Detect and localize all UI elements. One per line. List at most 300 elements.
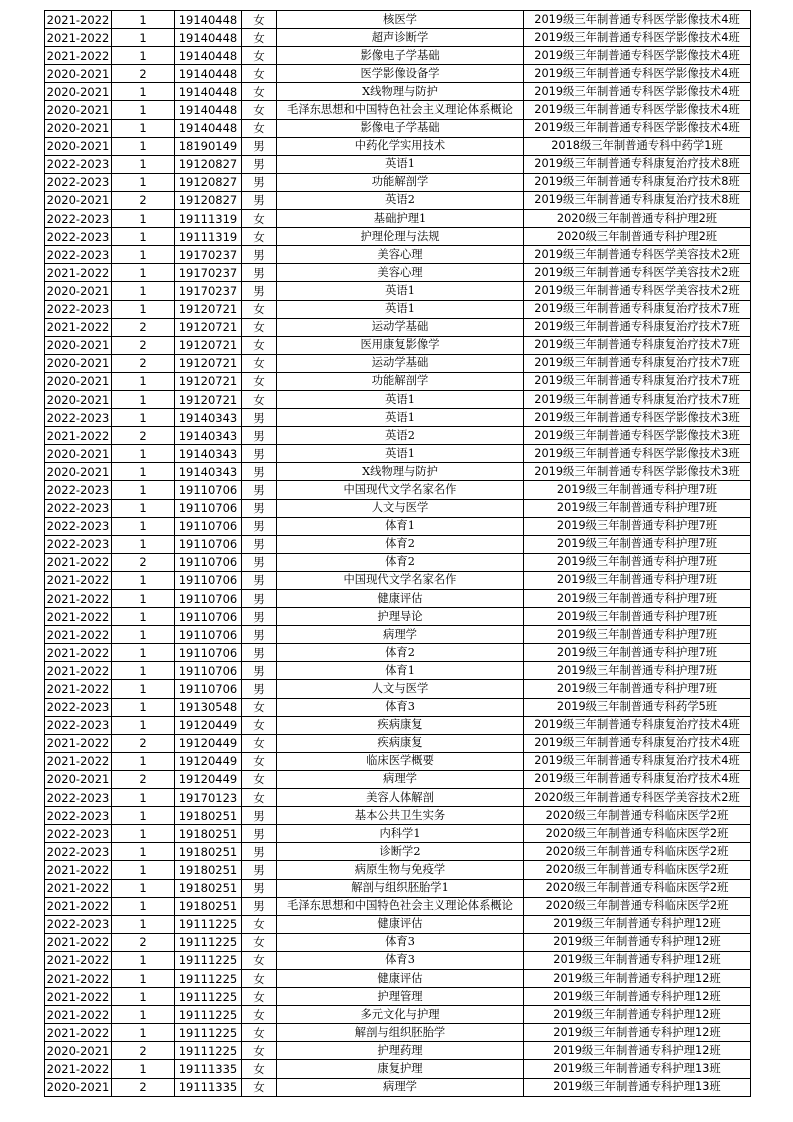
table-row [45,969,751,987]
class-name-cell: 2019级三年制普通专科康复治疗技术7班 [524,318,751,336]
sex-cell: 女 [242,47,277,65]
sex-cell: 女 [242,951,277,969]
sex-cell: 男 [242,191,277,209]
class-name-cell: 2019级三年制普通专科医学影像技术3班 [524,445,751,463]
semester-cell: 1 [112,879,175,897]
course-name-cell: X线物理与防护 [277,463,524,481]
semester-cell: 2 [112,1042,175,1060]
academic-year-cell: 2020-2021 [45,463,112,481]
sex-cell: 男 [242,137,277,155]
student-id-cell: 19111225 [175,951,242,969]
academic-year-cell: 2020-2021 [45,65,112,83]
sex-cell: 男 [242,517,277,535]
class-name-cell: 2019级三年制普通专科康复治疗技术8班 [524,173,751,191]
semester-cell: 1 [112,29,175,47]
academic-year-cell: 2022-2023 [45,807,112,825]
student-id-cell: 19111225 [175,933,242,951]
table-row [45,282,751,300]
semester-cell: 1 [112,47,175,65]
course-name-cell: 基础护理1 [277,210,524,228]
semester-cell: 1 [112,680,175,698]
course-name-cell: 影像电子学基础 [277,119,524,137]
student-id-cell: 19110706 [175,553,242,571]
student-id-cell: 19110706 [175,481,242,499]
academic-year-cell: 2021-2022 [45,933,112,951]
student-id-cell: 19140448 [175,83,242,101]
sex-cell: 男 [242,445,277,463]
semester-cell: 1 [112,481,175,499]
table-row [45,155,751,173]
class-name-cell: 2019级三年制普通专科护理7班 [524,517,751,535]
student-id-cell: 19111225 [175,915,242,933]
table-row [45,11,751,29]
academic-year-cell: 2021-2022 [45,662,112,680]
semester-cell: 1 [112,137,175,155]
student-id-cell: 19170237 [175,282,242,300]
table-row [45,770,751,788]
table-row [45,499,751,517]
semester-cell: 2 [112,318,175,336]
student-id-cell: 19120827 [175,173,242,191]
sex-cell: 男 [242,662,277,680]
semester-cell: 1 [112,861,175,879]
semester-cell: 1 [112,101,175,119]
academic-year-cell: 2021-2022 [45,264,112,282]
sex-cell: 女 [242,354,277,372]
course-name-cell: 体育1 [277,517,524,535]
class-name-cell: 2019级三年制普通专科护理7班 [524,499,751,517]
class-name-cell: 2020级三年制普通专科临床医学2班 [524,843,751,861]
course-name-cell: 英语1 [277,390,524,408]
sex-cell: 男 [242,553,277,571]
academic-year-cell: 2020-2021 [45,445,112,463]
table-row [45,354,751,372]
table-row [45,137,751,155]
student-id-cell: 19120449 [175,752,242,770]
semester-cell: 1 [112,644,175,662]
class-name-cell: 2020级三年制普通专科临床医学2班 [524,897,751,915]
student-id-cell: 19110706 [175,571,242,589]
student-id-cell: 19110706 [175,517,242,535]
class-name-cell: 2019级三年制普通专科康复治疗技术8班 [524,191,751,209]
course-name-cell: 医用康复影像学 [277,336,524,354]
academic-year-cell: 2021-2022 [45,752,112,770]
class-name-cell: 2020级三年制普通专科临床医学2班 [524,825,751,843]
table-row [45,734,751,752]
sex-cell: 男 [242,409,277,427]
sex-cell: 男 [242,264,277,282]
student-id-cell: 19140343 [175,427,242,445]
semester-cell: 1 [112,716,175,734]
academic-year-cell: 2020-2021 [45,1078,112,1096]
sex-cell: 女 [242,228,277,246]
academic-year-cell: 2022-2023 [45,481,112,499]
student-id-cell: 19111225 [175,1006,242,1024]
student-id-cell: 19140343 [175,445,242,463]
sex-cell: 男 [242,825,277,843]
table-row [45,897,751,915]
semester-cell: 1 [112,11,175,29]
academic-year-cell: 2021-2022 [45,571,112,589]
academic-year-cell: 2022-2023 [45,517,112,535]
course-name-cell: 解剖与组织胚胎学1 [277,879,524,897]
student-id-cell: 19180251 [175,861,242,879]
academic-year-cell: 2021-2022 [45,11,112,29]
semester-cell: 1 [112,372,175,390]
class-name-cell: 2019级三年制普通专科护理12班 [524,969,751,987]
class-name-cell: 2020级三年制普通专科护理2班 [524,210,751,228]
academic-year-cell: 2021-2022 [45,29,112,47]
class-name-cell: 2019级三年制普通专科医学美容技术2班 [524,264,751,282]
student-id-cell: 19111225 [175,988,242,1006]
course-name-cell: 健康评估 [277,969,524,987]
course-name-cell: 体育3 [277,933,524,951]
course-name-cell: 英语2 [277,427,524,445]
sex-cell: 女 [242,988,277,1006]
table-row [45,1060,751,1078]
table-row [45,1006,751,1024]
sex-cell: 男 [242,246,277,264]
course-name-cell: 疾病康复 [277,734,524,752]
table-row [45,716,751,734]
semester-cell: 1 [112,843,175,861]
course-name-cell: 疾病康复 [277,716,524,734]
student-id-cell: 19110706 [175,680,242,698]
class-name-cell: 2019级三年制普通专科医学美容技术2班 [524,282,751,300]
student-id-cell: 19120721 [175,336,242,354]
semester-cell: 1 [112,119,175,137]
table-row [45,789,751,807]
table-row [45,626,751,644]
sex-cell: 女 [242,752,277,770]
academic-year-cell: 2022-2023 [45,825,112,843]
sex-cell: 女 [242,83,277,101]
course-name-cell: 体育3 [277,951,524,969]
table-row [45,47,751,65]
academic-year-cell: 2021-2022 [45,427,112,445]
course-name-cell: 美容人体解剖 [277,789,524,807]
class-name-cell: 2020级三年制普通专科护理2班 [524,228,751,246]
sex-cell: 女 [242,698,277,716]
academic-year-cell: 2020-2021 [45,83,112,101]
course-name-cell: 影像电子学基础 [277,47,524,65]
table-row [45,481,751,499]
sex-cell: 女 [242,390,277,408]
course-name-cell: 体育2 [277,535,524,553]
course-name-cell: 医学影像设备学 [277,65,524,83]
student-id-cell: 19120449 [175,716,242,734]
student-id-cell: 19180251 [175,843,242,861]
student-id-cell: 19140448 [175,119,242,137]
semester-cell: 1 [112,445,175,463]
academic-year-cell: 2022-2023 [45,300,112,318]
semester-cell: 2 [112,65,175,83]
semester-cell: 1 [112,390,175,408]
academic-year-cell: 2021-2022 [45,1006,112,1024]
table-row [45,318,751,336]
class-name-cell: 2019级三年制普通专科护理12班 [524,1006,751,1024]
student-id-cell: 19111335 [175,1060,242,1078]
semester-cell: 1 [112,300,175,318]
student-id-cell: 19120827 [175,191,242,209]
sex-cell: 女 [242,210,277,228]
course-name-cell: 中国现代文学名家名作 [277,571,524,589]
academic-year-cell: 2020-2021 [45,336,112,354]
student-id-cell: 19111319 [175,210,242,228]
student-id-cell: 19120449 [175,770,242,788]
class-name-cell: 2019级三年制普通专科护理7班 [524,680,751,698]
semester-cell: 1 [112,590,175,608]
class-name-cell: 2019级三年制普通专科护理7班 [524,481,751,499]
academic-year-cell: 2022-2023 [45,499,112,517]
table-row [45,988,751,1006]
academic-year-cell: 2021-2022 [45,553,112,571]
table-row [45,390,751,408]
class-name-cell: 2019级三年制普通专科医学影像技术3班 [524,409,751,427]
course-name-cell: 解剖与组织胚胎学 [277,1024,524,1042]
sex-cell: 女 [242,1078,277,1096]
student-id-cell: 19140448 [175,65,242,83]
course-name-cell: 诊断学2 [277,843,524,861]
sex-cell: 女 [242,915,277,933]
course-name-cell: 体育1 [277,662,524,680]
academic-year-cell: 2021-2022 [45,879,112,897]
sex-cell: 男 [242,608,277,626]
semester-cell: 2 [112,336,175,354]
class-name-cell: 2020级三年制普通专科临床医学2班 [524,807,751,825]
course-name-cell: 临床医学概要 [277,752,524,770]
student-id-cell: 19110706 [175,499,242,517]
class-name-cell: 2019级三年制普通专科康复治疗技术4班 [524,734,751,752]
course-name-cell: 护理药理 [277,1042,524,1060]
sex-cell: 女 [242,119,277,137]
class-name-cell: 2019级三年制普通专科护理7班 [524,590,751,608]
student-id-cell: 19111225 [175,969,242,987]
semester-cell: 1 [112,155,175,173]
academic-year-cell: 2021-2022 [45,47,112,65]
semester-cell: 1 [112,264,175,282]
student-id-cell: 19180251 [175,879,242,897]
class-name-cell: 2019级三年制普通专科护理12班 [524,1024,751,1042]
student-id-cell: 19120721 [175,318,242,336]
academic-year-cell: 2021-2022 [45,590,112,608]
sex-cell: 女 [242,1024,277,1042]
course-name-cell: 美容心理 [277,246,524,264]
student-id-cell: 19140343 [175,463,242,481]
class-name-cell: 2019级三年制普通专科医学影像技术4班 [524,101,751,119]
class-name-cell: 2019级三年制普通专科医学影像技术3班 [524,463,751,481]
course-name-cell: 健康评估 [277,915,524,933]
table-row [45,644,751,662]
table-row [45,427,751,445]
academic-year-cell: 2021-2022 [45,644,112,662]
semester-cell: 2 [112,354,175,372]
course-name-cell: 多元文化与护理 [277,1006,524,1024]
student-id-cell: 19111319 [175,228,242,246]
student-id-cell: 19110706 [175,608,242,626]
academic-year-cell: 2022-2023 [45,716,112,734]
class-name-cell: 2019级三年制普通专科护理7班 [524,553,751,571]
table-row [45,535,751,553]
semester-cell: 2 [112,734,175,752]
academic-year-cell: 2020-2021 [45,282,112,300]
class-name-cell: 2020级三年制普通专科临床医学2班 [524,861,751,879]
class-name-cell: 2019级三年制普通专科康复治疗技术7班 [524,300,751,318]
academic-year-cell: 2020-2021 [45,1042,112,1060]
class-name-cell: 2019级三年制普通专科康复治疗技术7班 [524,336,751,354]
sex-cell: 男 [242,173,277,191]
semester-cell: 1 [112,517,175,535]
table-row [45,336,751,354]
class-name-cell: 2020级三年制普通专科临床医学2班 [524,879,751,897]
sex-cell: 女 [242,933,277,951]
semester-cell: 1 [112,662,175,680]
semester-cell: 2 [112,553,175,571]
sex-cell: 男 [242,571,277,589]
student-id-cell: 19110706 [175,590,242,608]
class-name-cell: 2019级三年制普通专科医学影像技术4班 [524,29,751,47]
semester-cell: 2 [112,1078,175,1096]
academic-year-cell: 2021-2022 [45,680,112,698]
sex-cell: 男 [242,680,277,698]
academic-year-cell: 2022-2023 [45,409,112,427]
academic-year-cell: 2021-2022 [45,734,112,752]
course-name-cell: 核医学 [277,11,524,29]
table-row [45,517,751,535]
class-name-cell: 2019级三年制普通专科医学美容技术2班 [524,246,751,264]
academic-year-cell: 2021-2022 [45,969,112,987]
table-row [45,83,751,101]
class-name-cell: 2019级三年制普通专科护理12班 [524,915,751,933]
table-row [45,173,751,191]
semester-cell: 1 [112,463,175,481]
table-row [45,843,751,861]
sex-cell: 女 [242,372,277,390]
academic-year-cell: 2022-2023 [45,915,112,933]
student-id-cell: 19111225 [175,1024,242,1042]
sex-cell: 女 [242,1060,277,1078]
table-row [45,879,751,897]
sex-cell: 男 [242,590,277,608]
sex-cell: 男 [242,427,277,445]
course-name-cell: X线物理与防护 [277,83,524,101]
course-name-cell: 功能解剖学 [277,372,524,390]
course-name-cell: 护理管理 [277,988,524,1006]
table-row [45,101,751,119]
table-row [45,228,751,246]
student-id-cell: 19140448 [175,11,242,29]
academic-year-cell: 2020-2021 [45,119,112,137]
sex-cell: 女 [242,734,277,752]
course-name-cell: 运动学基础 [277,318,524,336]
class-name-cell: 2019级三年制普通专科护理13班 [524,1060,751,1078]
academic-year-cell: 2020-2021 [45,191,112,209]
table-row [45,264,751,282]
student-id-cell: 19120721 [175,354,242,372]
semester-cell: 1 [112,988,175,1006]
academic-year-cell: 2022-2023 [45,789,112,807]
class-name-cell: 2019级三年制普通专科护理12班 [524,988,751,1006]
student-id-cell: 19130548 [175,698,242,716]
course-name-cell: 人文与医学 [277,680,524,698]
course-name-cell: 英语1 [277,409,524,427]
class-name-cell: 2019级三年制普通专科医学影像技术4班 [524,119,751,137]
student-id-cell: 19170237 [175,246,242,264]
academic-year-cell: 2021-2022 [45,951,112,969]
academic-year-cell: 2022-2023 [45,210,112,228]
table-row [45,825,751,843]
student-id-cell: 19120721 [175,372,242,390]
course-name-cell: 功能解剖学 [277,173,524,191]
class-name-cell: 2019级三年制普通专科康复治疗技术7班 [524,390,751,408]
class-name-cell: 2019级三年制普通专科康复治疗技术4班 [524,716,751,734]
class-name-cell: 2019级三年制普通专科护理7班 [524,644,751,662]
class-name-cell: 2019级三年制普通专科护理12班 [524,951,751,969]
student-id-cell: 19110706 [175,535,242,553]
sex-cell: 男 [242,626,277,644]
class-name-cell: 2019级三年制普通专科康复治疗技术7班 [524,354,751,372]
sex-cell: 男 [242,879,277,897]
academic-year-cell: 2022-2023 [45,698,112,716]
sex-cell: 女 [242,101,277,119]
records-table [44,10,751,1097]
semester-cell: 1 [112,752,175,770]
course-name-cell: 人文与医学 [277,499,524,517]
student-id-cell: 19110706 [175,644,242,662]
course-name-cell: 内科学1 [277,825,524,843]
semester-cell: 1 [112,1006,175,1024]
table-row [45,608,751,626]
academic-year-cell: 2020-2021 [45,770,112,788]
course-name-cell: 英语1 [277,155,524,173]
course-name-cell: 毛泽东思想和中国特色社会主义理论体系概论 [277,897,524,915]
course-name-cell: 病原生物与免疫学 [277,861,524,879]
course-name-cell: 病理学 [277,1078,524,1096]
academic-year-cell: 2021-2022 [45,861,112,879]
course-name-cell: 护理导论 [277,608,524,626]
student-id-cell: 19180251 [175,897,242,915]
class-name-cell: 2019级三年制普通专科康复治疗技术8班 [524,155,751,173]
course-name-cell: 英语1 [277,445,524,463]
semester-cell: 1 [112,807,175,825]
records-body [45,11,751,1097]
academic-year-cell: 2022-2023 [45,843,112,861]
semester-cell: 1 [112,83,175,101]
table-row [45,951,751,969]
sex-cell: 女 [242,716,277,734]
sex-cell: 女 [242,1006,277,1024]
table-row [45,1078,751,1096]
semester-cell: 1 [112,499,175,517]
course-name-cell: 运动学基础 [277,354,524,372]
table-row [45,65,751,83]
class-name-cell: 2019级三年制普通专科护理12班 [524,933,751,951]
class-name-cell: 2019级三年制普通专科护理7班 [524,571,751,589]
table-row [45,662,751,680]
semester-cell: 1 [112,1060,175,1078]
semester-cell: 1 [112,228,175,246]
table-row [45,590,751,608]
semester-cell: 1 [112,571,175,589]
academic-year-cell: 2020-2021 [45,354,112,372]
table-row [45,698,751,716]
table-row [45,119,751,137]
course-name-cell: 美容心理 [277,264,524,282]
table-row [45,1024,751,1042]
sex-cell: 男 [242,535,277,553]
student-id-cell: 19120827 [175,155,242,173]
sex-cell: 男 [242,897,277,915]
